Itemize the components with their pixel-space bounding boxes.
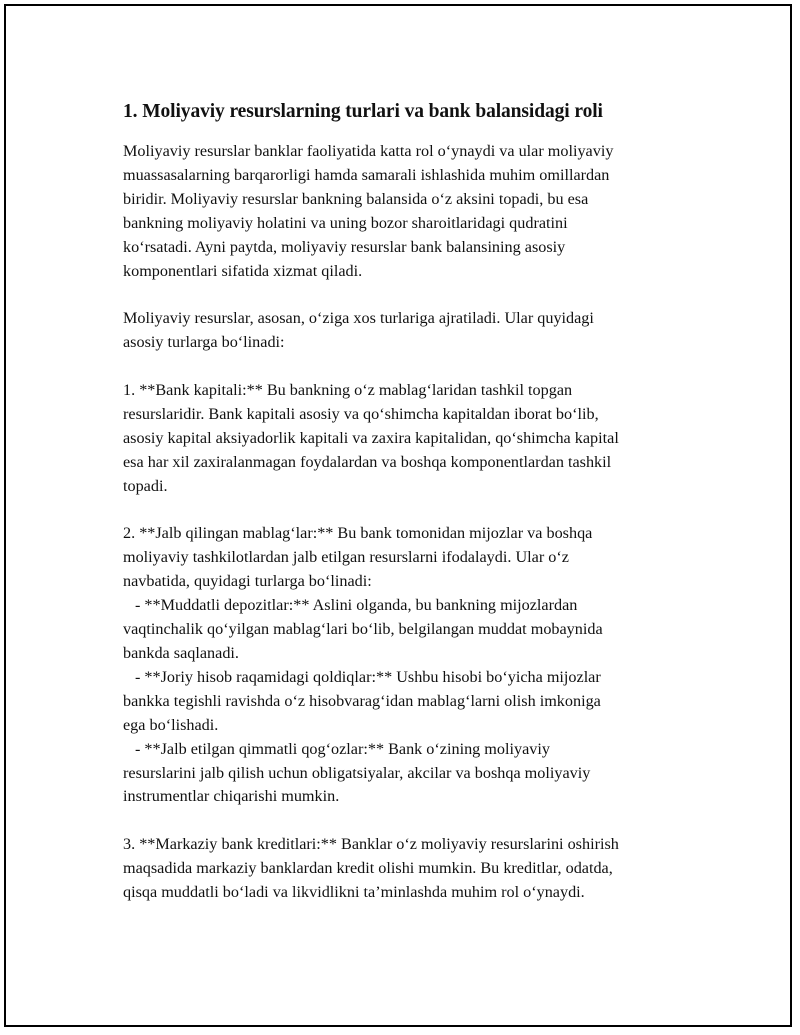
text-line: ega bo‘lishadi. [123, 715, 219, 734]
text-line: ko‘rsatadi. Ayni paytda, moliyaviy resurslar bank balansining asosiy [123, 237, 566, 256]
document-title: 1. Moliyaviy resurslarning turlari va bank balansidagi roli [123, 101, 603, 122]
text-line: resurslaridir. Bank kapitali asosiy va qo‘shimcha kapitaldan iborat bo‘lib, [123, 404, 599, 423]
text-line: Moliyaviy resurslar banklar faoliyatida katta rol o‘ynaydi va ular moliyaviy [123, 142, 614, 160]
text-line: instrumentlar chiqarishi mumkin. [123, 787, 340, 806]
subitem-current-account-balances [123, 666, 703, 738]
text-line: asosiy turlarga bo‘linadi: [123, 333, 285, 352]
text-line: topadi. [123, 476, 168, 495]
subitem-term-deposits [123, 594, 703, 666]
list-item-attracted-funds [123, 522, 703, 809]
text-line: 3. **Markaziy bank kreditlari:** Banklar o‘z moliyaviy resurslarini oshirish [123, 835, 619, 854]
page-frame [4, 4, 792, 1027]
text-line: asosiy kapital aksiyadorlik kapitali va zaxira kapitalidan, qo‘shimcha kapital [123, 428, 619, 447]
text-line: bankning moliyaviy holatini va uning bozor sharoitlaridagi qudratini [123, 213, 568, 232]
text-line: bankda saqlanadi. [123, 643, 239, 662]
text-line: - **Muddatli depozitlar:** Aslini olganda, bu bankning mijozlardan [135, 596, 578, 615]
paragraph-spacer [123, 283, 703, 307]
text-line: - **Jalb etilgan qimmatli qog‘ozlar:** Bank o‘zining moliyaviy [135, 739, 550, 758]
text-line: qisqa muddatli bo‘ladi va likvidlikni ta’minlashda muhim rol o‘ynaydi. [123, 883, 585, 902]
paragraph-spacer [123, 499, 703, 523]
paragraph-spacer [123, 809, 703, 833]
text-line: esa har xil zaxiralanmagan foydalardan va boshqa komponentlardan tashkil [123, 452, 612, 471]
text-line: 2. **Jalb qilingan mablag‘lar:** Bu bank tomonidan mijozlar va boshqa [123, 524, 593, 543]
text-line: 1. **Bank kapitali:** Bu bankning o‘z mablag‘laridan tashkil topgan [123, 381, 573, 400]
paragraph-intro [123, 140, 703, 283]
text-line: moliyaviy tashkilotlardan jalb etilgan resurslarni ifodalaydi. Ular o‘z [123, 548, 569, 567]
text-line: komponentlari sifatida xizmat qiladi. [123, 261, 363, 280]
text-line: muassasalarning barqarorligi hamda samarali ishlashida muhim omillardan [123, 165, 610, 184]
text-line: resurslarini jalb qilish uchun obligatsiyalar, akcilar va boshqa moliyaviy [123, 763, 591, 782]
text-line: vaqtinchalik qo‘yilgan mablag‘lari bo‘lib, belgilangan muddat mobaynida [123, 620, 603, 639]
text-line: bankka tegishli ravishda o‘z hisobvarag‘idan mablag‘larni olish imkoniga [123, 691, 601, 710]
list-item-bank-capital [123, 379, 703, 499]
text-line: maqsadida markaziy banklardan kredit olishi mumkin. Bu kreditlar, odatda, [123, 859, 613, 878]
text-line: navbatida, quyidagi turlarga bo‘linadi: [123, 572, 372, 591]
subitem-attracted-securities [123, 738, 703, 810]
paragraph-spacer [123, 355, 703, 379]
text-line: biridir. Moliyaviy resurslar bankning balansida o‘z aksini topadi, bu esa [123, 189, 589, 208]
text-line: Moliyaviy resurslar, asosan, o‘ziga xos turlariga ajratiladi. Ular quyidagi [123, 309, 594, 328]
document-body [123, 98, 703, 905]
list-item-central-bank-credits [123, 833, 703, 905]
paragraph-types-intro [123, 307, 703, 355]
text-line: - **Joriy hisob raqamidagi qoldiqlar:** Ushbu hisobi bo‘yicha mijozlar [135, 667, 601, 686]
